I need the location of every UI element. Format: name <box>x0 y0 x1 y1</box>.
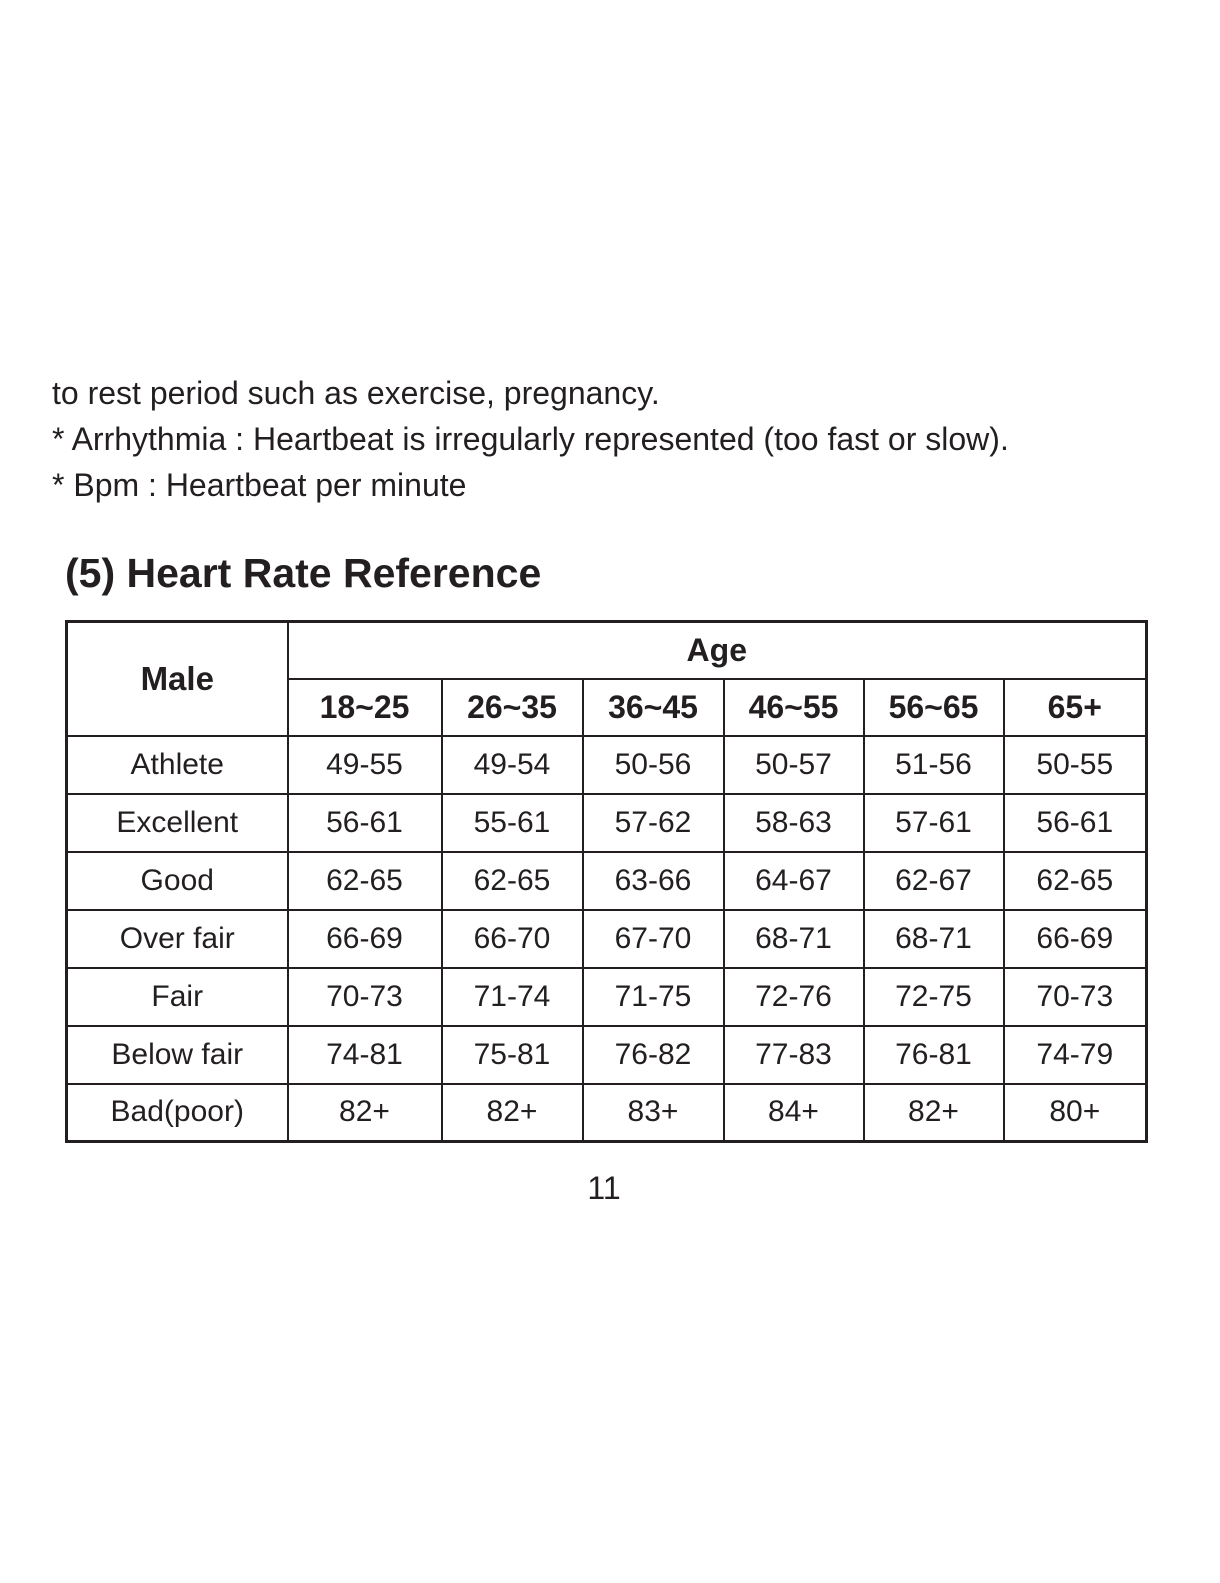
table-cell: 56-61 <box>288 794 442 852</box>
table-row <box>67 1026 1147 1084</box>
column-header: 36~45 <box>583 679 724 736</box>
row-label: Fair <box>67 968 288 1026</box>
table-cell: 68-71 <box>724 910 864 968</box>
table-cell: 82+ <box>442 1084 583 1142</box>
table-cell: 75-81 <box>442 1026 583 1084</box>
table-cell: 63-66 <box>583 852 724 910</box>
row-label: Excellent <box>67 794 288 852</box>
table-cell: 62-65 <box>288 852 442 910</box>
intro-line-bpm: * Bpm : Heartbeat per minute <box>52 467 467 503</box>
row-label: Good <box>67 852 288 910</box>
table-row <box>67 852 1147 910</box>
table-age-header: Age <box>288 622 1147 679</box>
table-cell: 74-79 <box>1004 1026 1147 1084</box>
table-cell: 50-55 <box>1004 736 1147 794</box>
table-cell: 72-75 <box>864 968 1004 1026</box>
table-cell: 62-67 <box>864 852 1004 910</box>
intro-line-rest-period: to rest period such as exercise, pregnancy. <box>52 375 660 411</box>
column-header: 56~65 <box>864 679 1004 736</box>
table-cell: 56-61 <box>1004 794 1147 852</box>
intro-text <box>52 370 1192 508</box>
table-cell: 66-70 <box>442 910 583 968</box>
table-cell: 71-74 <box>442 968 583 1026</box>
table-cell: 57-61 <box>864 794 1004 852</box>
table-row <box>67 968 1147 1026</box>
table-cell: 50-56 <box>583 736 724 794</box>
table-cell: 67-70 <box>583 910 724 968</box>
table-cell: 64-67 <box>724 852 864 910</box>
table-cell: 80+ <box>1004 1084 1147 1142</box>
table-row <box>67 1084 1147 1142</box>
table-row <box>67 910 1147 968</box>
table-cell: 74-81 <box>288 1026 442 1084</box>
table-cell: 76-82 <box>583 1026 724 1084</box>
page-number: 11 <box>587 1170 621 1206</box>
table-cell: 68-71 <box>864 910 1004 968</box>
row-label: Below fair <box>67 1026 288 1084</box>
column-header: 18~25 <box>288 679 442 736</box>
table-cell: 71-75 <box>583 968 724 1026</box>
column-header: 26~35 <box>442 679 583 736</box>
table-cell: 62-65 <box>1004 852 1147 910</box>
column-header: 65+ <box>1004 679 1147 736</box>
table-row <box>67 736 1147 794</box>
table-cell: 84+ <box>724 1084 864 1142</box>
column-header: 46~55 <box>724 679 864 736</box>
table-cell: 62-65 <box>442 852 583 910</box>
row-label: Over fair <box>67 910 288 968</box>
table-cell: 50-57 <box>724 736 864 794</box>
table-cell: 49-54 <box>442 736 583 794</box>
table-cell: 55-61 <box>442 794 583 852</box>
table-cell: 83+ <box>583 1084 724 1142</box>
table-cell: 57-62 <box>583 794 724 852</box>
table-cell: 76-81 <box>864 1026 1004 1084</box>
section-title: (5) Heart Rate Reference <box>65 550 542 596</box>
table-cell: 66-69 <box>288 910 442 968</box>
table-cell: 72-76 <box>724 968 864 1026</box>
intro-line-arrhythmia: * Arrhythmia : Heartbeat is irregularly represented (too fast or slow). <box>52 421 1009 457</box>
table-cell: 77-83 <box>724 1026 864 1084</box>
table-cell: 82+ <box>864 1084 1004 1142</box>
row-label: Bad(poor) <box>67 1084 288 1142</box>
row-label: Athlete <box>67 736 288 794</box>
table-corner-label: Male <box>67 622 288 736</box>
table-cell: 49-55 <box>288 736 442 794</box>
table-header-row-age <box>67 622 1147 679</box>
table-cell: 82+ <box>288 1084 442 1142</box>
table-cell: 70-73 <box>288 968 442 1026</box>
table-cell: 58-63 <box>724 794 864 852</box>
table-row <box>67 794 1147 852</box>
table-cell: 70-73 <box>1004 968 1147 1026</box>
table-cell: 51-56 <box>864 736 1004 794</box>
table-cell: 66-69 <box>1004 910 1147 968</box>
heart-rate-table <box>65 620 1148 1143</box>
